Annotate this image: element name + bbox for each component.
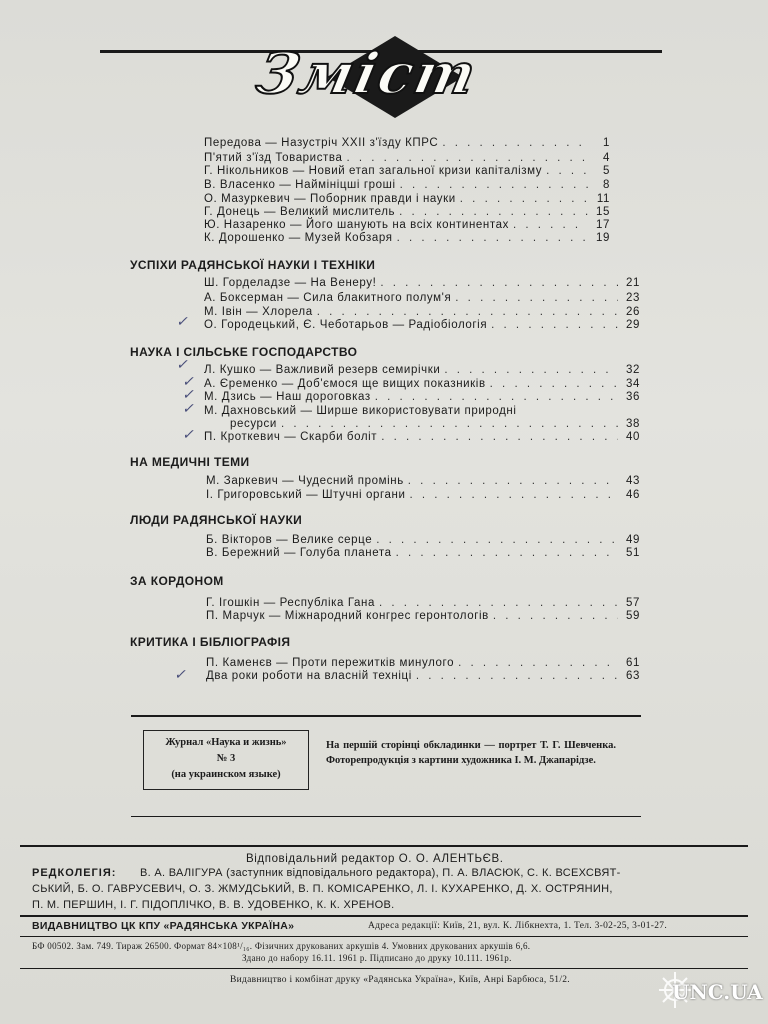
toc-entry: Г. Ігошкін — Республіка Гана . . . 57	[206, 596, 640, 610]
toc-entry: ресурси . . . 38	[230, 417, 640, 431]
board-label: РЕДКОЛЕГІЯ:	[32, 867, 117, 879]
page-title: Зміст	[250, 41, 484, 107]
toc-entry: П. Кроткевич — Скарби боліт . . . 40	[204, 430, 640, 444]
section-heading: УСПІХИ РАДЯНСЬКОЇ НАУКИ І ТЕХНІКИ	[130, 258, 376, 272]
pencil-check-mark: ✓	[182, 426, 194, 442]
toc-entry: Г. Нікольников — Новий етап загальної кризи капіталізму . . . 5	[204, 164, 610, 178]
divider	[20, 845, 748, 847]
section-heading: НАУКА І СІЛЬСЬКЕ ГОСПОДАРСТВО	[130, 345, 358, 359]
divider	[131, 816, 641, 817]
pencil-check-mark: ✓	[182, 373, 194, 389]
journal-info-box	[143, 730, 309, 790]
publisher-name: ВИДАВНИЦТВО ЦК КПУ «РАДЯНСЬКА УКРАЇНА»	[32, 920, 295, 932]
toc-entry: П'ятий з'їзд Товариства . . . 4	[204, 151, 610, 165]
toc-entry: Б. Вікторов — Велике серце . . . 49	[206, 533, 640, 547]
toc-entry: М. Дзись — Наш дороговказ . . . 36	[204, 390, 640, 404]
toc-entry: Ю. Назаренко — Його шанують на всіх континентах . . . 17	[204, 218, 610, 232]
print-dates: Здано до набору 16.11. 1961 р. Підписано до друку 10.111. 1961р.	[242, 953, 512, 963]
pencil-check-mark: ✓	[176, 356, 188, 372]
toc-entry: О. Городецький, Є. Чеботарьов — Радіобіологія . . . 29	[204, 318, 640, 332]
toc-entry: П. Марчук — Міжнародний конгрес геронтологів . . . 59	[206, 609, 640, 623]
toc-entry: В. Власенко — Наймініцші гроші . . . 8	[204, 178, 610, 192]
printing-house: Видавництво і комбінат друку «Радянська Україна», Київ, Анрі Барбюса, 51/2.	[230, 975, 570, 985]
toc-entry: К. Дорошенко — Музей Кобзаря . . . 19	[204, 231, 610, 245]
section-heading: КРИТИКА І БІБЛІОГРАФІЯ	[130, 635, 291, 649]
toc-entry: А. Єременко — Доб'ємося ще вищих показників . . . 34	[204, 377, 640, 391]
divider	[20, 968, 748, 969]
toc-entry: Г. Донець — Великий мислитель . . . 15	[204, 205, 610, 219]
journal-number: № 3	[216, 753, 236, 764]
toc-entry: І. Григоровський — Штучні органи . . . 46	[206, 488, 640, 502]
toc-entry: М. Заркевич — Чудесний промінь . . . 43	[206, 474, 640, 488]
watermark-text: UNC.UA	[672, 980, 763, 1004]
journal-language: (на украинском языке)	[171, 769, 281, 780]
toc-entry: Л. Кушко — Важливий резерв семирічки . . . 32	[204, 363, 640, 377]
pencil-check-mark: ✓	[182, 400, 194, 416]
journal-name: Журнал «Наука и жизнь»	[165, 737, 287, 748]
toc-entry: Два роки роботи на власній техніці . . . 63	[206, 669, 640, 683]
pencil-check-mark: ✓	[182, 386, 194, 402]
toc-entry: О. Мазуркевич — Поборник правди і науки . . . 11	[204, 192, 610, 206]
board-line: СЬКИЙ, Б. О. ГАВРУСЕВИЧ, О. З. ЖМУДСЬКИЙ, В. П. КОМІСАРЕНКО, Л. І. КУХАРЕНКО, Д. Х. ОСТРЯНИН,	[32, 883, 613, 895]
cover-note: На першій сторінці обкладинки — портрет Т. Г. Шевченка. Фоторепродукція з картини художника І. М. Джапарідзе.	[326, 740, 616, 766]
section-heading: НА МЕДИЧНІ ТЕМИ	[130, 455, 250, 469]
toc-entry: М. Дахновський — Ширше використовувати природні	[204, 405, 517, 417]
print-details: БФ 00502. Зам. 749. Тираж 26500. Формат 84×108¹/₁₆. Фізичних друкованих аркушів 4. Умовних друкованих аркушів 6,6.	[32, 941, 531, 951]
divider	[20, 915, 748, 917]
board-line: В. А. ВАЛІГУРА (заступник відповідального редактора), П. А. ВЛАСЮК, С. К. ВСЕХСВЯТ-	[140, 867, 621, 879]
toc-entry: Ш. Горделадзе — На Венеру! . . . 21	[204, 276, 640, 290]
toc-entry: М. Івін — Хлорела . . . 26	[204, 305, 640, 319]
board-line: П. М. ПЕРШИН, І. Г. ПІДОПЛІЧКО, В. В. УДОВЕНКО, К. К. ХРЕНОВ.	[32, 899, 395, 911]
editorial-address: Адреса редакції: Київ, 21, вул. К. Лібкнехта, 1. Тел. 3-02-25, 3-01-27.	[368, 921, 668, 931]
section-heading: ЗА КОРДОНОМ	[130, 574, 224, 588]
toc-entry: В. Бережний — Голуба планета . . . 51	[206, 546, 640, 560]
pencil-check-mark: ✓	[174, 666, 186, 682]
toc-entry: А. Боксерман — Сила блакитного полум'я . . . 23	[204, 291, 640, 305]
toc-entry: Передова — Назустріч XXII з'їзду КПРС . . . 1	[204, 136, 610, 150]
section-heading: ЛЮДИ РАДЯНСЬКОЇ НАУКИ	[130, 513, 303, 527]
pencil-check-mark: ✓	[176, 313, 188, 329]
divider	[20, 936, 748, 937]
editor-line: Відповідальний редактор О. О. АЛЕНТЬЄВ.	[246, 853, 504, 865]
toc-entry: П. Каменєв — Проти пережитків минулого . . . 61	[206, 656, 640, 670]
divider	[131, 715, 641, 717]
